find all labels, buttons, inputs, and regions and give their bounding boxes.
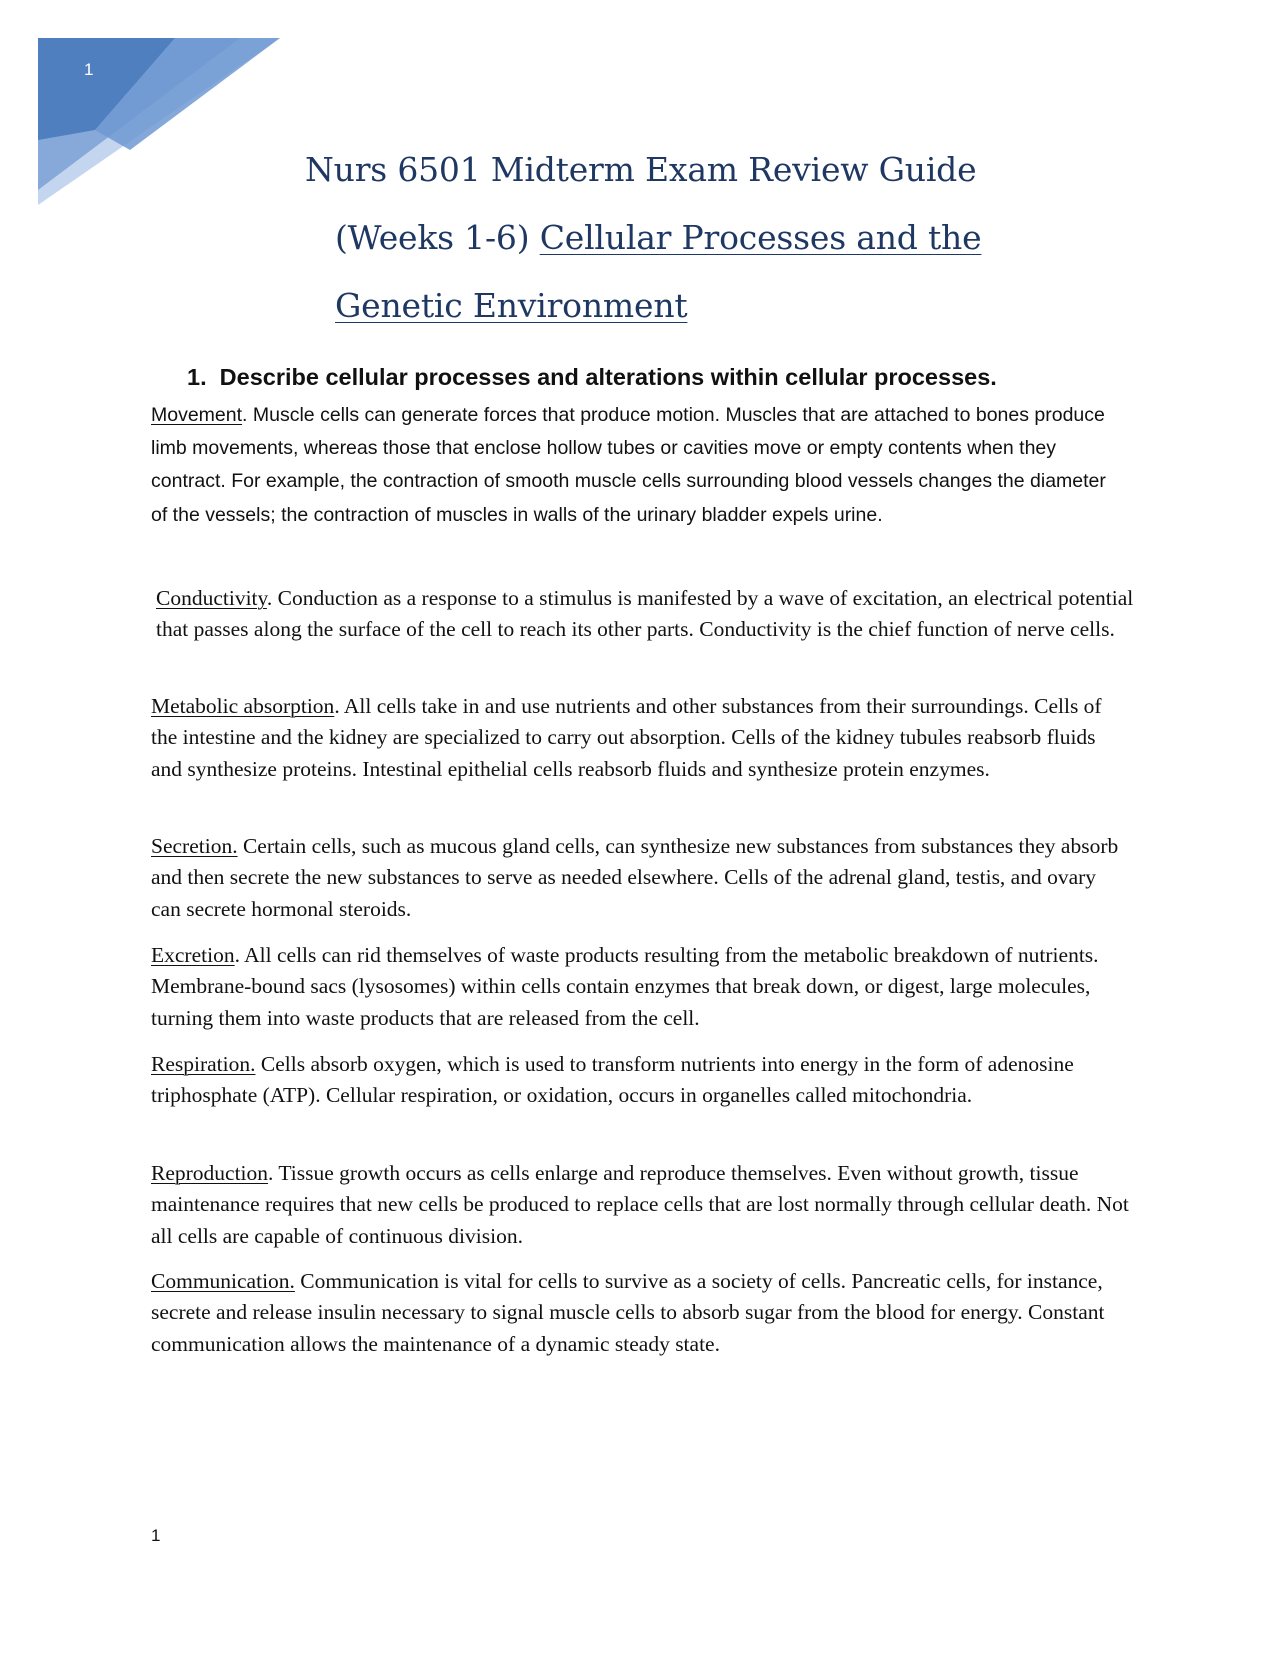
term-movement: Movement <box>151 404 243 426</box>
title-line-2 <box>335 218 981 257</box>
section-heading <box>187 364 997 391</box>
paragraph-text: Communication is vital for cells to survive as a society of cells. Pancreatic cells, for instance, secrete and release insulin necessary to signal muscle cells to absorb sugar from the blood for energy. Constant communication allows the maintenance of a dynamic steady state. <box>151 1269 1105 1356</box>
term-reproduction: Reproduction <box>151 1161 269 1185</box>
title-line-2-prefix: (Weeks 1-6) <box>335 218 540 257</box>
term-respiration: Respiration. <box>151 1052 256 1076</box>
paragraph-reproduction <box>151 1158 1131 1252</box>
paragraph-secretion <box>151 831 1131 925</box>
title-line-2-underlined: Cellular Processes and the <box>539 218 982 257</box>
header-page-number: 1 <box>84 60 94 79</box>
paragraph-text: . All cells can rid themselves of waste products resulting from the metabolic breakdown of nutrients. Membrane-bound sacs (lysosomes) within cells contain enzymes that break down, or digest, large molecules, turning them into waste products that are released from the cell. <box>151 943 1099 1030</box>
term-communication: Communication. <box>151 1269 295 1293</box>
term-excretion: Excretion <box>151 943 235 967</box>
paragraph-respiration <box>151 1049 1131 1112</box>
term-conductivity: Conductivity <box>156 586 267 610</box>
paragraph-communication <box>151 1266 1131 1360</box>
corner-decoration <box>0 0 300 220</box>
title-line-1: Nurs 6501 Midterm Exam Review Guide <box>305 150 977 189</box>
title-line-3-underlined: Genetic Environment <box>335 286 688 325</box>
paragraph-movement <box>151 399 1111 532</box>
paragraph-text: . Tissue growth occurs as cells enlarge and reproduce themselves. Even without growth, tissue maintenance requires that new cells be produced to replace cells that are lost normally through cellular death. Not all cells are capable of continuous division. <box>151 1161 1129 1248</box>
paragraph-text: . Conduction as a response to a stimulus is manifested by a wave of excitation, an electrical potential that passes along the surface of the cell to reach its other parts. Conductivity is the chief function of nerve cells. <box>156 586 1134 642</box>
footer-page-number: 1 <box>151 1526 161 1545</box>
paragraph-excretion <box>151 940 1131 1034</box>
term-secretion: Secretion. <box>151 834 238 858</box>
term-metabolic-absorption: Metabolic absorption <box>151 694 335 718</box>
paragraph-text: . All cells take in and use nutrients and other substances from their surroundings. Cells of the intestine and the kidney are specialized to carry out absorption. Cells of the kidney tubules reabsorb fluids and synthesize proteins. Intestinal epithelial cells reabsorb fluids and synthesize protein enzymes. <box>151 694 1102 781</box>
paragraph-conductivity <box>156 583 1136 646</box>
section-heading-text: Describe cellular processes and alterations within cellular processes. <box>219 364 997 390</box>
title-line-3 <box>335 286 687 325</box>
paragraph-metabolic-absorption <box>151 691 1131 785</box>
section-number: 1. <box>187 364 207 390</box>
paragraph-text: . Muscle cells can generate forces that produce motion. Muscles that are attached to bones produce limb movements, whereas those that enclose hollow tubes or cavities move or empty contents when they contract. For example, the contraction of smooth muscle cells surrounding blood vessels changes the diameter of the vessels; the contraction of muscles in walls of the urinary bladder expels urine. <box>151 404 1106 526</box>
paragraph-text: Certain cells, such as mucous gland cells, can synthesize new substances from substances they absorb and then secrete the new substances to serve as needed elsewhere. Cells of the adrenal gland, testis, and ovary can secrete hormonal steroids. <box>151 834 1119 921</box>
paragraph-text: Cells absorb oxygen, which is used to transform nutrients into energy in the form of adenosine triphosphate (ATP). Cellular respiration, or oxidation, occurs in organelles called mitochondria. <box>151 1052 1074 1108</box>
